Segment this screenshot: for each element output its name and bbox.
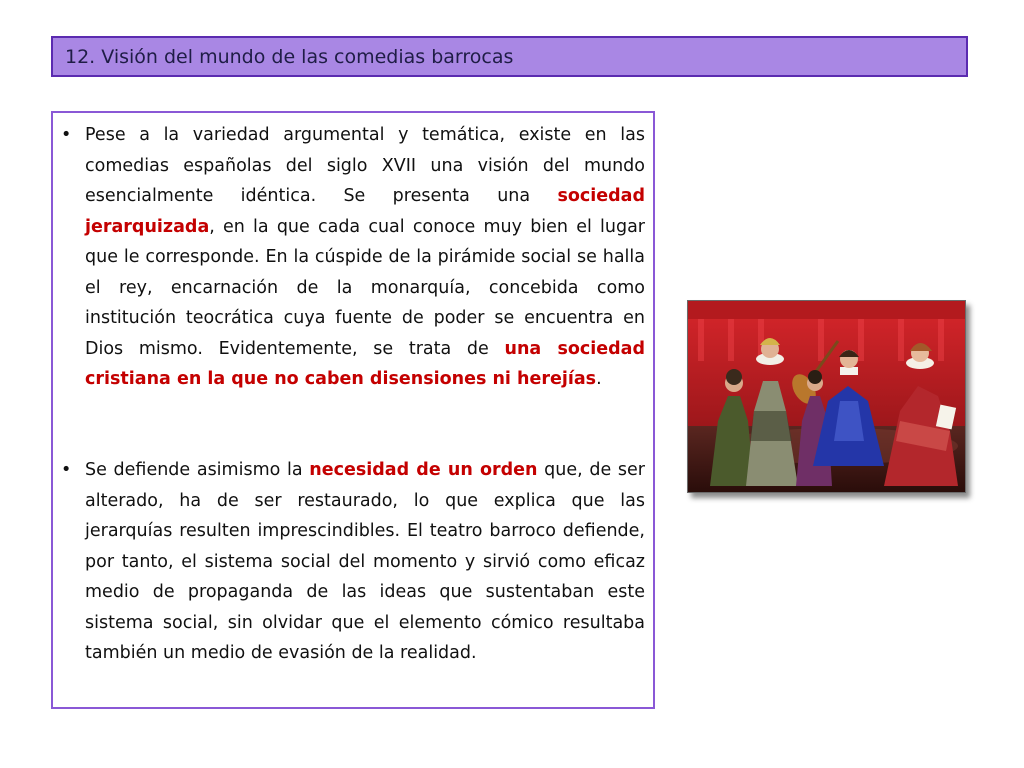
highlight-text: una sociedad cristiana en la que no caben disensiones ni herejías: [85, 338, 645, 389]
bullet-dot: •: [61, 125, 72, 145]
slide-title: 12. Visión del mundo de las comedias barrocas: [65, 45, 514, 68]
bullet-text: Se defiende asimismo la: [85, 460, 310, 480]
theater-scene-image: [688, 301, 965, 492]
bullet-text: , en la que cada cual conoce muy bien el lugar que le corresponde. En la cúspide de la pirámide social se halla el rey, encarnación de la monarquía, concebida como institución teocrática cuya fuente de poder se encuentra en Dios mismo. Evidentemente, se trata de: [85, 216, 645, 359]
theater-photo: [687, 300, 966, 493]
bullet-item: [61, 120, 645, 395]
bullet-text: Pese a la variedad argumental y temática, existe en las comedias españolas del siglo XVII una visión del mundo esencialmente idéntica. Se presenta una: [85, 125, 645, 206]
bullet-item: [61, 455, 645, 669]
bullet-paragraph: [85, 120, 645, 395]
text-box: [51, 111, 655, 709]
slide-title-bar: [51, 36, 968, 77]
bullet-dot: •: [61, 460, 72, 480]
bullet-text: que, de ser alterado, ha de ser restaurado, lo que explica que las jerarquías resulten imprescindibles. El teatro barroco defiende, por tanto, el sistema social del momento y sirvió como eficaz medio de propaganda de las ideas que sustentaban este sistema social, sin olvidar que el elemento cómico resultaba también un medio de evasión de la realidad.: [85, 460, 646, 663]
highlight-text: sociedad jerarquizada: [85, 186, 645, 237]
highlight-text: necesidad de un orden: [309, 460, 538, 480]
bullet-text: .: [596, 369, 602, 389]
bullet-paragraph: [85, 455, 645, 669]
